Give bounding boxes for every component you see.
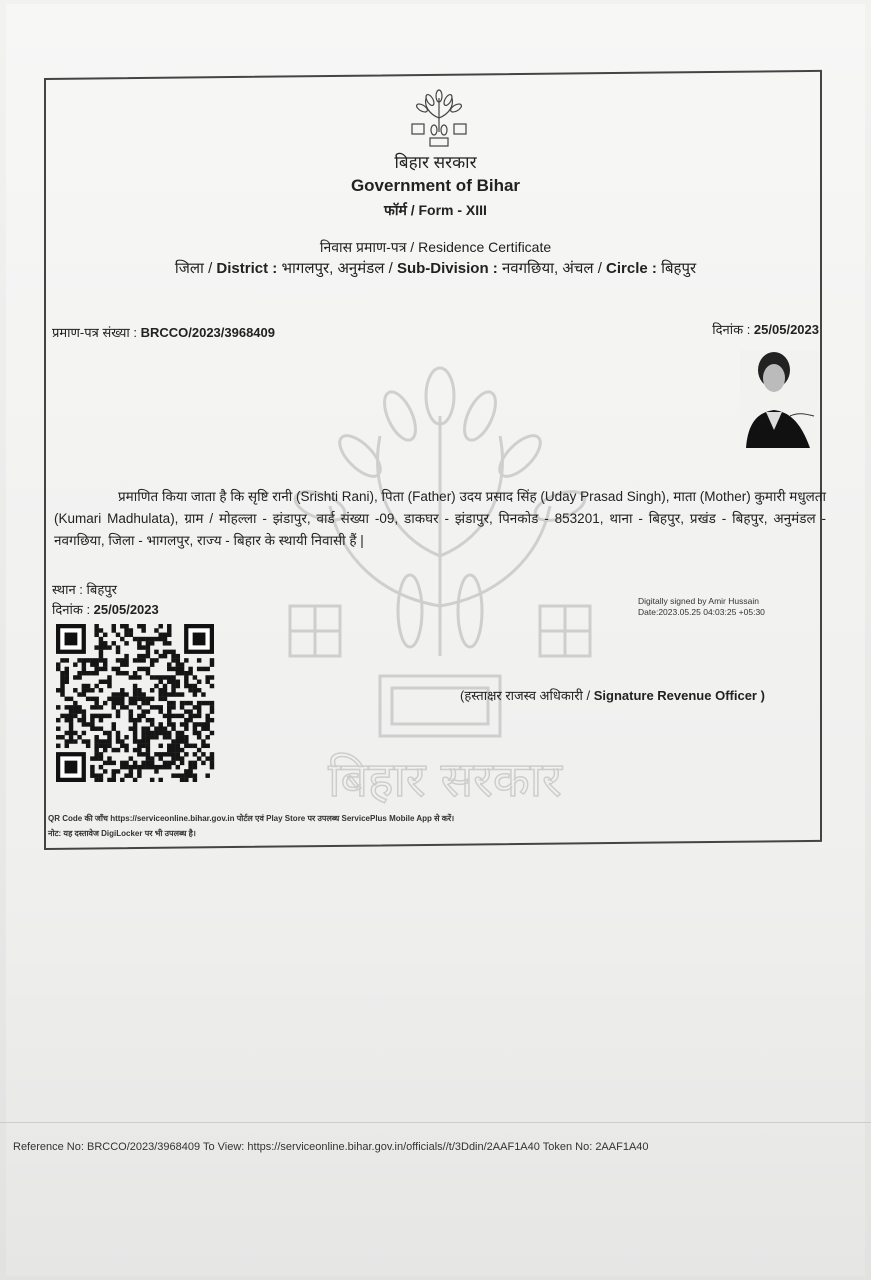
applicant-photo <box>740 350 818 448</box>
certificate-body: प्रमाणित किया जाता है कि सृष्टि रानी (Srishti Rani), पिता (Father) उदय प्रसाद सिंह (Uday Prasad Singh), माता (Mother) कुमारी मधुलता (Kumari Madhulata), ग्राम / मोहल्ला - झंडापुर, वार्ड संख्या -09, डाकघर - झंडापुर, पिनकोड - 853201, थाना - बिहपुर, प्रखंड - बिहपुर, अनुमंडल - नवगछिया, जिला - भागलपुर, राज्य - बिहार के स्थायी निवासी हैं | <box>54 489 826 548</box>
qr-verification-note: QR Code की जाँच https://serviceonline.bihar.gov.in पोर्टल एवं Play Store पर उपलब्ध ServicePlus Mobile App से करें। <box>48 814 455 823</box>
place <box>52 580 117 598</box>
certificate-number-label: प्रमाण-पत्र संख्या : <box>52 325 141 340</box>
signature-hindi: (हस्ताक्षर राजस्व अधिकारी / <box>460 688 594 703</box>
bihar-watermark-icon <box>270 356 620 816</box>
signature-line <box>460 686 765 704</box>
qr-code-icon[interactable] <box>56 624 218 782</box>
place-date <box>52 600 159 618</box>
digilocker-note: नोट: यह दस्तावेज DigiLocker पर भी उपलब्ध है। <box>48 829 196 838</box>
place-date-value: 25/05/2023 <box>93 602 159 617</box>
place-value: बिहपुर <box>86 582 117 597</box>
footer-divider <box>0 1122 871 1123</box>
subdivision-label: Sub-Division : <box>396 260 502 277</box>
certificate-title: निवास प्रमाण-पत्र / Residence Certificate <box>319 239 552 255</box>
certificate-date <box>712 320 819 338</box>
digital-signature-date: Date:2023.05.25 04:03:25 +05:30 <box>638 607 765 617</box>
district-line <box>0 258 871 278</box>
bihar-emblem-icon <box>404 88 474 150</box>
district-value: भागलपुर, अनुमंडल / <box>281 260 397 277</box>
circle-value: बिहपुर <box>661 260 697 277</box>
govt-hindi-title: बिहार सरकार <box>394 153 477 172</box>
district-prefix: जिला / <box>174 260 217 277</box>
place-date-label: दिनांक : <box>52 602 94 617</box>
circle-label: Circle : <box>606 260 662 277</box>
watermark-text: बिहार सरकार <box>328 752 562 808</box>
district-label: District : <box>216 260 282 277</box>
govt-english-title: Government of Bihar <box>350 176 521 195</box>
subdivision-value: नवगछिया, अंचल / <box>501 260 607 277</box>
footer-reference: Reference No: BRCCO/2023/3968409 To View: https://serviceonline.bihar.gov.in/officials//t/3Ddin/2AAF1A40 Token No: 2AAF1A40 <box>13 1141 649 1153</box>
form-number: फॉर्म / Form - XIII <box>384 202 487 218</box>
certificate-date-value: 25/05/2023 <box>753 322 819 337</box>
place-label: स्थान : <box>52 582 87 597</box>
certificate-date-label: दिनांक : <box>712 322 754 337</box>
digital-signature-signer: Digitally signed by Amir Hussain <box>638 596 759 606</box>
certificate-number-value: BRCCO/2023/3968409 <box>140 325 275 340</box>
digital-signature <box>638 596 765 618</box>
signature-english: Signature Revenue Officer ) <box>593 688 765 703</box>
certificate-number <box>52 323 275 341</box>
